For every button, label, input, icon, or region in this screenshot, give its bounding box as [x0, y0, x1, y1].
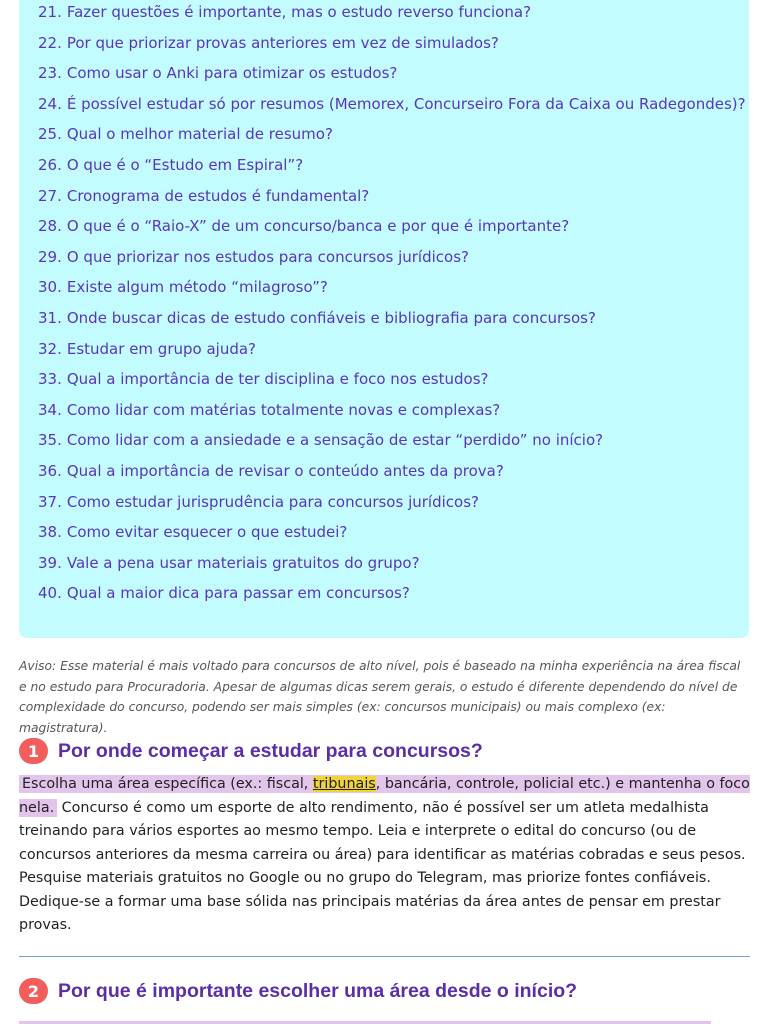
toc-text: O que priorizar nos estudos para concursos jurídicos? — [66, 247, 469, 266]
toc-number: 23. — [38, 64, 62, 83]
toc-link[interactable] — [38, 155, 303, 175]
section-divider — [19, 956, 750, 957]
toc-link[interactable] — [38, 400, 500, 420]
toc-link[interactable] — [38, 369, 489, 389]
toc-number: 33. — [38, 370, 62, 389]
toc-number: 24. — [38, 94, 62, 113]
toc-number: 35. — [38, 431, 62, 450]
toc-text: Qual a importância de revisar o conteúdo antes da prova? — [66, 462, 504, 480]
toc-text: O que é o “Raio-X” de um concurso/banca e por que é importante? — [66, 217, 570, 236]
toc-text: Fazer questões é importante, mas o estudo reverso funciona? — [66, 3, 532, 21]
toc-text: Como lidar com a ansiedade e a sensação de estar “perdido” no início? — [66, 431, 604, 450]
section-1-heading — [19, 736, 483, 766]
toc-text: Existe algum método “milagroso”? — [66, 278, 328, 297]
toc-number: 29. — [38, 247, 62, 266]
toc-link[interactable] — [38, 308, 596, 328]
toc-number: 26. — [38, 156, 62, 174]
toc-link[interactable] — [38, 277, 328, 297]
toc-number: 36. — [38, 462, 62, 480]
toc-link[interactable] — [38, 492, 479, 512]
toc-link[interactable] — [38, 430, 603, 450]
toc-link[interactable] — [38, 124, 333, 144]
toc-number: 38. — [38, 523, 62, 542]
paragraph-body: Concurso é como um esporte de alto rendimento, não é possível ser um atleta medalhista treinando para vários esportes ao mesmo tempo. Leia e interprete o edital do concurso (ou de concursos anteriores da mesma carreira ou área) para identificar as matérias cobradas e seus pesos. Pesquise materiais gratuitos no Google ou no grupo do Telegram, mas priorize fontes confiáveis. Dedique-se a formar uma base sólida nas principais matérias da área antes de pensar em prestar provas. — [19, 799, 746, 933]
toc-link[interactable] — [38, 216, 569, 236]
toc-number: 22. — [38, 33, 62, 52]
disclaimer-text: Aviso: Esse material é mais voltado para concursos de alto nível, pois é baseado na minha experiência na área fiscal e no estudo para Procuradoria. Apesar de algumas dicas serem gerais, o estudo é diferente dependendo do nível de complexidade do concurso, podendo ser mais simples (ex: concursos municipais) ou mais complexo (ex: magistratura). — [19, 659, 741, 735]
toc-link[interactable] — [38, 247, 469, 267]
toc-link[interactable] — [38, 33, 499, 53]
toc-text: É possível estudar só por resumos (Memorex, Concurseiro Fora da Caixa ou Radegondes)? — [66, 94, 746, 113]
toc-number: 27. — [38, 186, 62, 205]
toc-number: 37. — [38, 492, 62, 511]
section-1-paragraph — [19, 773, 751, 938]
toc-text: Qual a maior dica para passar em concursos? — [66, 584, 410, 603]
toc-link[interactable] — [38, 461, 504, 481]
toc-number: 32. — [38, 339, 62, 358]
toc-text: Cronograma de estudos é fundamental? — [66, 186, 370, 205]
toc-text: Como evitar esquecer o que estudei? — [66, 523, 348, 542]
toc-text: Vale a pena usar materiais gratuitos do grupo? — [66, 553, 420, 572]
toc-number: 31. — [38, 309, 62, 327]
highlighted-link[interactable]: tribunais — [312, 776, 376, 792]
toc-text: Como estudar jurisprudência para concursos jurídicos? — [66, 492, 479, 511]
toc-number: 40. — [38, 584, 62, 603]
toc-link[interactable] — [38, 94, 746, 114]
section-title: Por que é importante escolher uma área desde o início? — [58, 979, 578, 1002]
toc-link[interactable] — [38, 63, 397, 83]
toc-text: Por que priorizar provas anteriores em vez de simulados? — [66, 33, 499, 52]
toc-number: 34. — [38, 400, 62, 419]
toc-text: O que é o “Estudo em Espiral”? — [66, 156, 304, 174]
toc-link[interactable] — [38, 553, 420, 573]
toc-text: Onde buscar dicas de estudo confiáveis e bibliografia para concursos? — [66, 309, 596, 327]
toc-link[interactable] — [38, 522, 347, 542]
toc-text: Estudar em grupo ajuda? — [66, 339, 256, 358]
toc-link[interactable] — [38, 583, 410, 603]
toc-text: Qual o melhor material de resumo? — [66, 125, 333, 144]
highlighted-text: Escolha uma área específica (ex.: fiscal, tribunais, bancária, controle, policial etc.) e mantenha o foco nela. — [19, 776, 750, 816]
toc-text: Como usar o Anki para otimizar os estudos? — [66, 64, 398, 83]
section-title: Por onde começar a estudar para concursos? — [58, 739, 483, 762]
section-number-badge: 2 — [19, 978, 48, 1004]
toc-number: 25. — [38, 125, 62, 144]
toc-number: 39. — [38, 553, 62, 572]
toc-text: Como lidar com matérias totalmente novas e complexas? — [66, 400, 501, 419]
toc-number: 28. — [38, 217, 62, 236]
section-number-badge: 1 — [19, 738, 48, 764]
toc-number: 30. — [38, 278, 62, 297]
toc-number: 21. — [38, 3, 62, 21]
toc-link[interactable] — [38, 186, 369, 206]
toc-link[interactable] — [38, 2, 531, 22]
section-2-heading — [19, 976, 577, 1006]
table-of-contents — [19, 0, 749, 638]
toc-link[interactable] — [38, 339, 256, 359]
toc-text: Qual a importância de ter disciplina e foco nos estudos? — [66, 370, 489, 389]
